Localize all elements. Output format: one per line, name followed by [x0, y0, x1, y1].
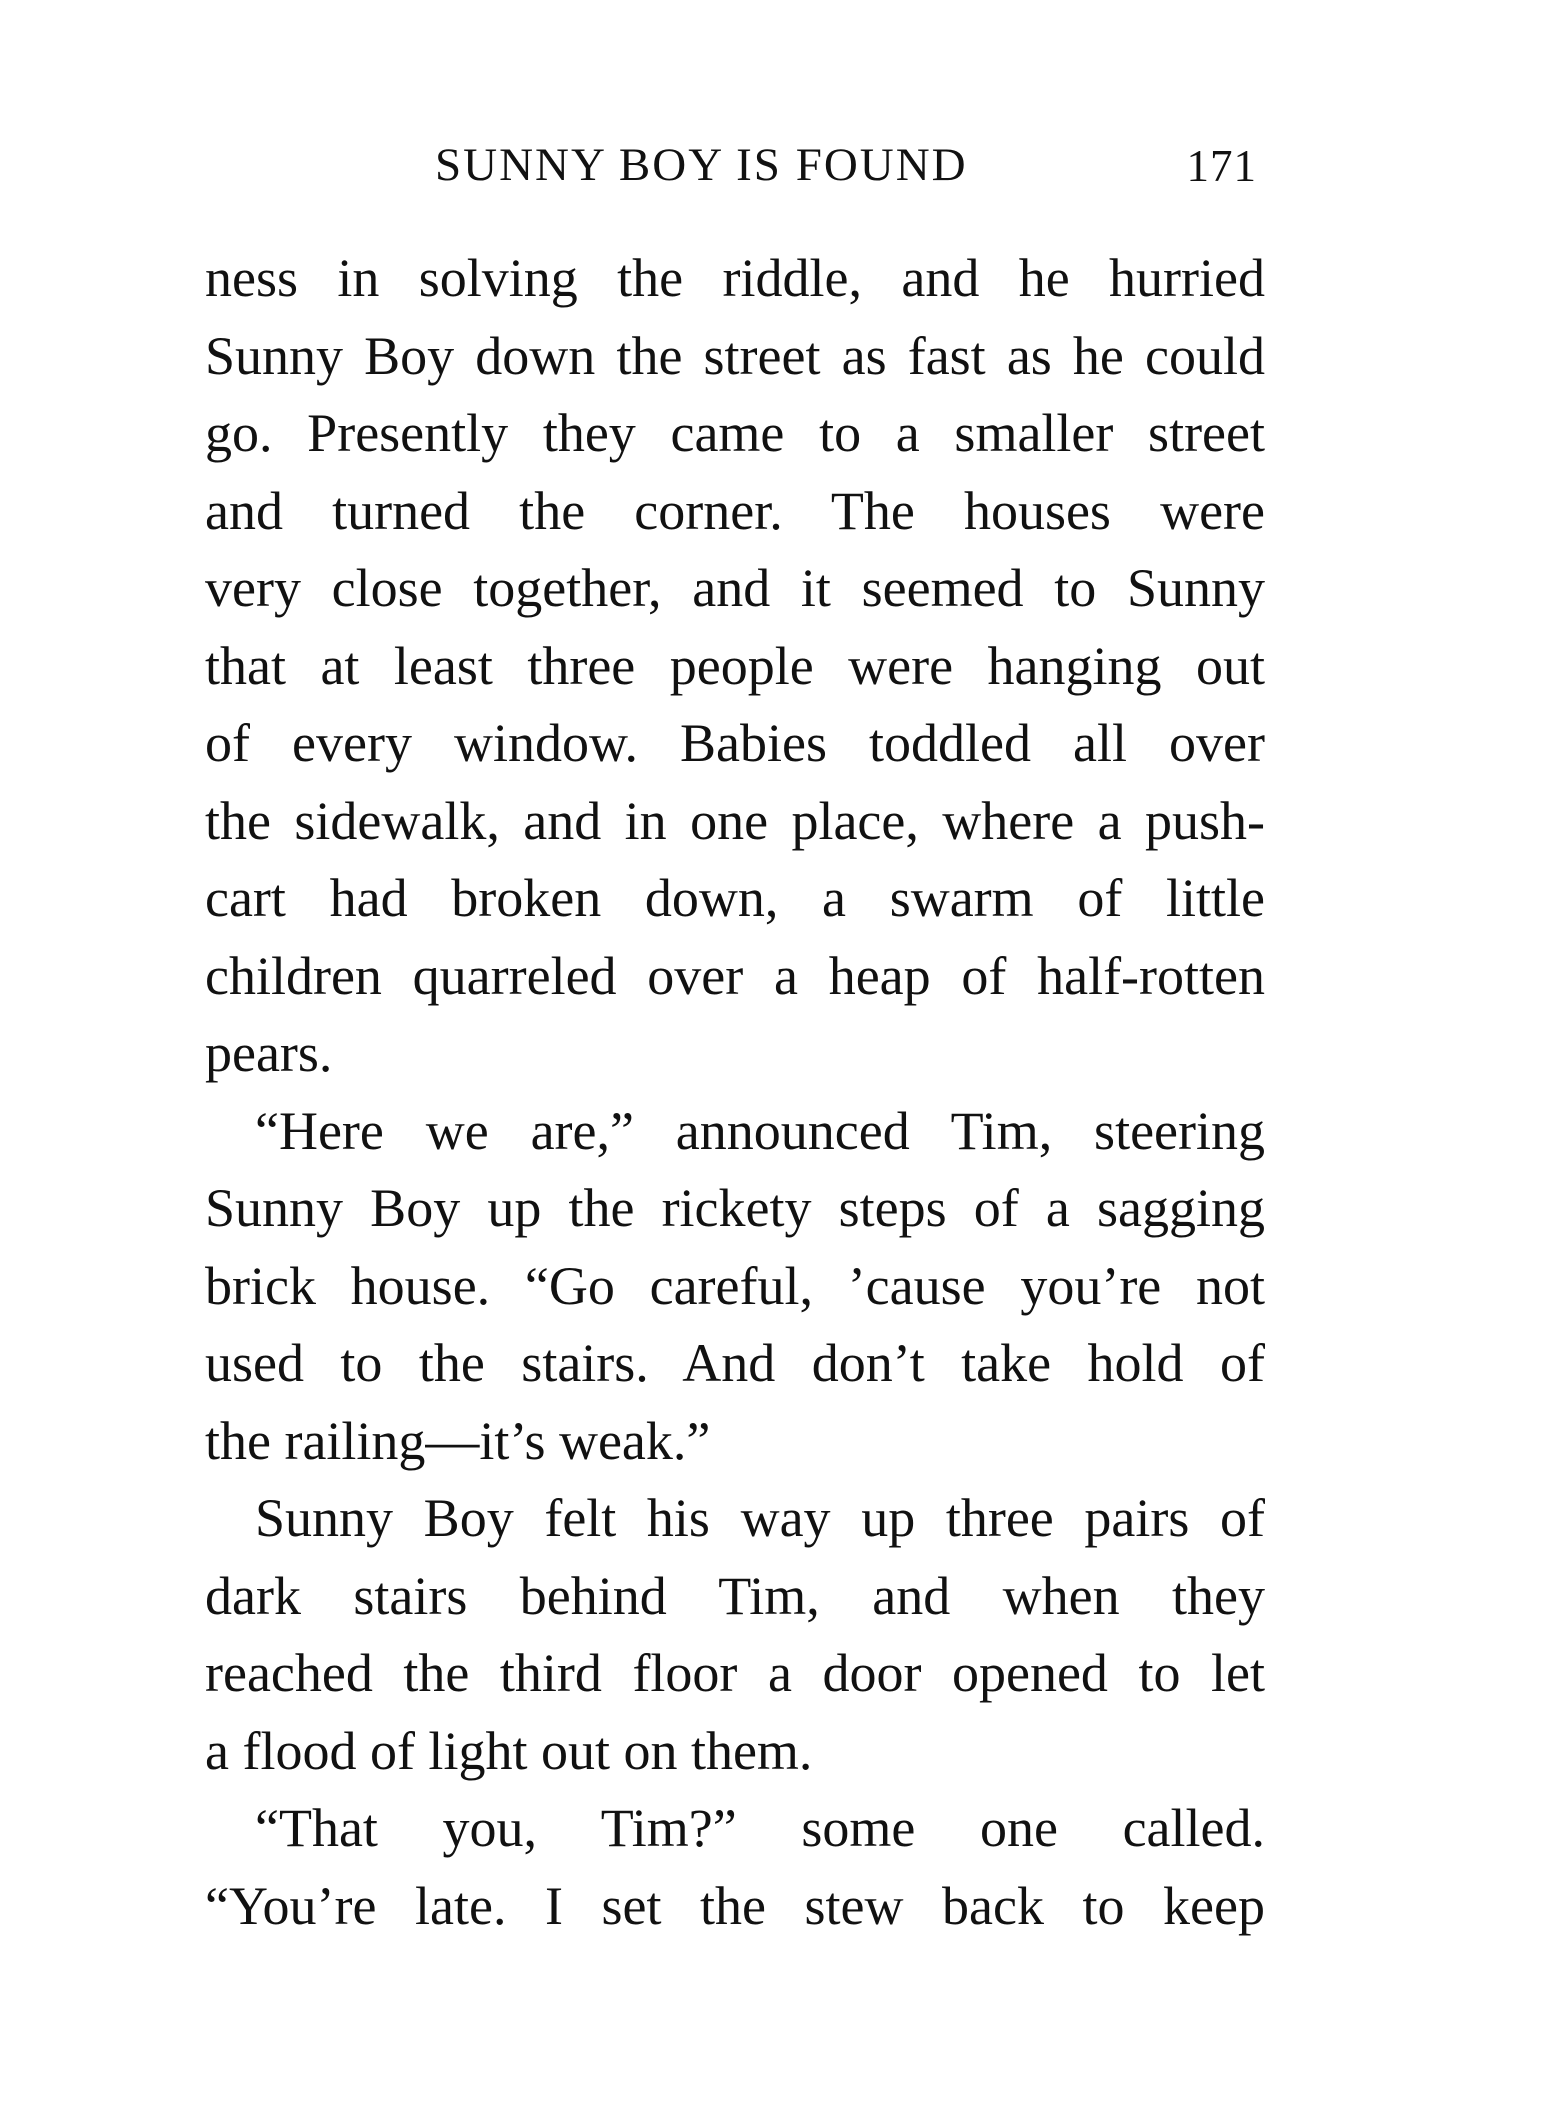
text-line: very close together, and it seemed to Sunny	[205, 558, 1265, 618]
paragraph	[205, 240, 1265, 1093]
text-line: “Here we are,” announced Tim, steering	[255, 1100, 1265, 1161]
paragraph	[205, 1790, 1265, 1945]
text-line: and turned the corner. The houses were	[205, 480, 1265, 541]
text-line: of every window. Babies toddled all over	[205, 713, 1265, 773]
text-line: a flood of light out on them.	[205, 1720, 813, 1781]
text-line: pears.	[205, 1023, 333, 1083]
running-title: SUNNY BOY IS FOUND	[435, 139, 968, 191]
paragraph	[205, 1093, 1265, 1481]
paragraph	[205, 1480, 1265, 1790]
running-head	[205, 138, 1265, 198]
body-text	[205, 240, 1265, 1945]
text-line: “That you, Tim?” some one called.	[255, 1798, 1265, 1858]
text-line: Sunny Boy down the street as fast as he could	[205, 325, 1265, 386]
text-line: Sunny Boy felt his way up three pairs of	[255, 1488, 1265, 1548]
text-line: ness in solving the riddle, and he hurried	[205, 248, 1265, 308]
text-line: go. Presently they came to a smaller street	[205, 403, 1265, 463]
text-line: that at least three people were hanging out	[205, 635, 1265, 696]
text-line: brick house. “Go careful, ’cause you’re not	[205, 1255, 1265, 1316]
text-line: reached the third floor a door opened to let	[205, 1643, 1265, 1703]
text-line: dark stairs behind Tim, and when they	[205, 1565, 1265, 1626]
text-line: the sidewalk, and in one place, where a push-	[205, 790, 1265, 851]
text-line: cart had broken down, a swarm of little	[205, 868, 1265, 928]
text-line: children quarreled over a heap of half-rotten	[205, 945, 1265, 1006]
text-line: used to the stairs. And don’t take hold of	[205, 1333, 1265, 1393]
page-number: 171	[1186, 141, 1257, 191]
text-line: Sunny Boy up the rickety steps of a sagging	[205, 1178, 1265, 1238]
text-line: “You’re late. I set the stew back to keep	[205, 1875, 1265, 1936]
text-line: the railing—it’s weak.”	[205, 1410, 711, 1471]
